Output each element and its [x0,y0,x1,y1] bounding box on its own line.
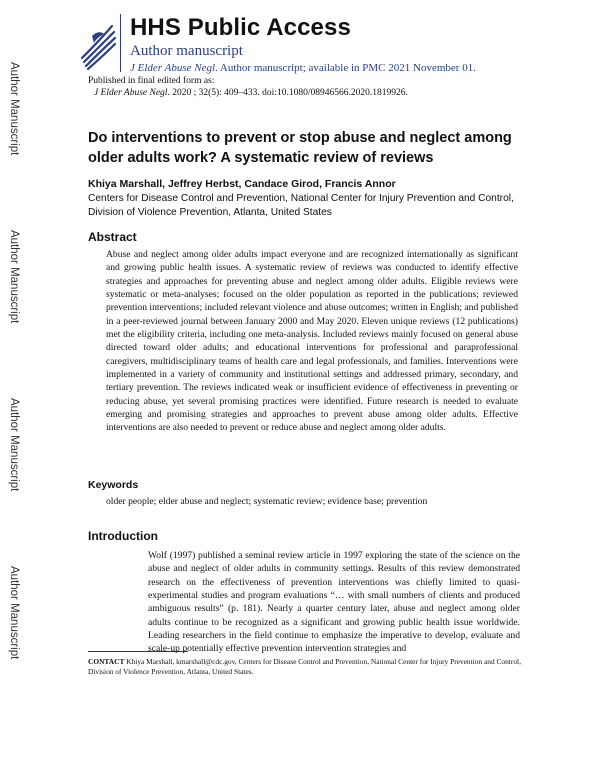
abstract-text: Abuse and neglect among older adults impact everyone and are recognized internationally as significant and growing public health issues. A systematic review of reviews was conducted to identify effective strategies and approaches for preventing abuse and neglect among older adults. Eligible reviews were systematic or meta-analyses; focused on the older population as reported in the publications; reviewed prevention interventions; included relevant violence and abuse outcomes; written in English; and published in a peer-reviewed journal between January 2000 and May 2020. Eleven unique reviews (12 publications) met the eligibility criteria, including one meta-analysis. Included reviews mainly focused on general abuse directed toward older adults; and educational interventions for professional and paraprofessional caregivers, multidisciplinary teams of health care and legal professionals, and families. Interventions were implemented in a variety of community and institutional settings and addressed primary, secondary, and tertiary prevention. The reviews indicated weak or insufficient evidence of effectiveness in preventing or reducing abuse, yet several promising practices were identified. Future research is needed to evaluate emerging and promising strategies and approaches to prevent abuse among older adults. Effective interventions are also needed to prevent or reduce abuse and neglect among older adults. [106,249,518,434]
footnote-text: Khiya Marshall, kmarshall@cdc.gov, Centers for Disease Control and Prevention, National Center for Injury Prevention and Control, Division of Violence Prevention, Atlanta, United States. [88,657,521,676]
sidebar-label-author-manuscript: Author Manuscript [8,230,20,324]
hhs-eagle-logo-icon [74,14,121,72]
sidebar-label-author-manuscript: Author Manuscript [8,566,20,660]
introduction-heading: Introduction [88,529,158,543]
header-availability: . Author manuscript; available in PMC 2021 November 01. [215,62,476,74]
introduction-text: Wolf (1997) published a seminal review article in 1997 exploring the state of the science on the abuse and neglect of older adults in community settings. Results of this review demonstrated research on the effectiveness of prevention interventions was chiefly limited to quasi-experimental studies and program evaluations “… with small numbers of clients and produced ambiguous results” (p. 181). Nearly a quarter century later, abuse and neglect among older adults continue to be recognized as a significant and growing public health issue worldwide. Leading researchers in the field continue to emphasize the imperative to develop, evaluate and scale-up potentially effective prevention intervention strategies and [148,550,520,655]
paper-title: Do interventions to prevent or stop abuse and neglect among older adults work? A systematic review of reviews [88,130,512,166]
hhs-header [74,14,534,72]
citation [94,88,408,98]
sidebar-label-author-manuscript: Author Manuscript [8,62,20,156]
header-citation [130,62,476,74]
header-title: HHS Public Access [130,14,351,41]
header-subtitle: Author manuscript [130,43,243,59]
citation-details: . 2020 ; 32(5): 409–433. doi:10.1080/08946566.2020.1819926. [167,88,408,98]
footnote-label: CONTACT [88,657,125,666]
contact-footnote [88,657,528,677]
footnote-divider [88,651,188,652]
sidebar-label-author-manuscript: Author Manuscript [8,398,20,492]
citation-journal: J Elder Abuse Negl [94,88,168,98]
keywords-text: older people; elder abuse and neglect; systematic review; evidence base; prevention [106,496,428,507]
affiliation: Centers for Disease Control and Prevention, National Center for Injury Prevention and Control, Division of Violence Prevention, Atlanta, United States [88,193,514,218]
header-journal: J Elder Abuse Negl [130,62,216,74]
abstract-heading: Abstract [88,230,137,244]
published-label: Published in final edited form as: [88,76,215,86]
author-list: Khiya Marshall, Jeffrey Herbst, Candace Girod, Francis Annor [88,178,396,190]
keywords-heading: Keywords [88,479,139,491]
